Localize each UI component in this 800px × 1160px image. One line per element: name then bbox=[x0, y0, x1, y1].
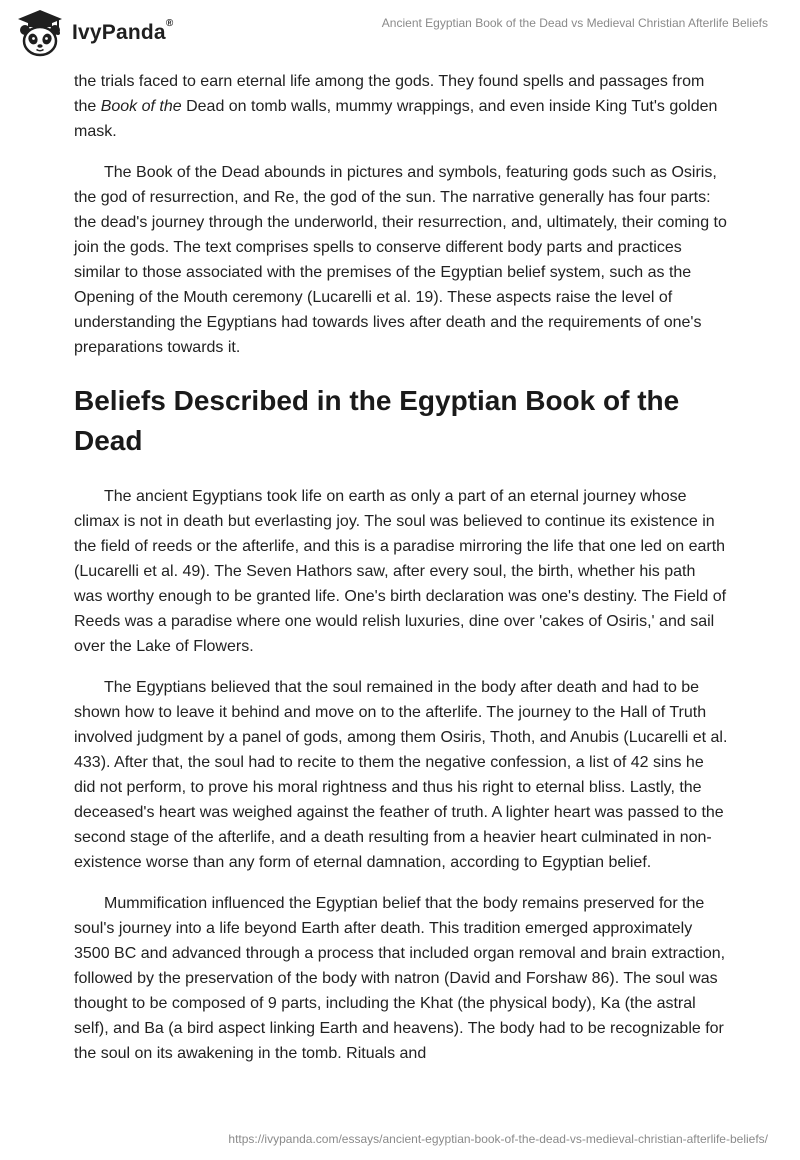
panda-graduate-icon bbox=[16, 8, 64, 58]
paragraph-1 bbox=[74, 69, 728, 144]
section-heading: Beliefs Described in the Egyptian Book of the Dead bbox=[74, 385, 680, 456]
registered-mark: ® bbox=[165, 18, 174, 29]
source-url[interactable]: https://ivypanda.com/essays/ancient-egyptian-book-of-the-dead-vs-medieval-christian-afterlife-beliefs/ bbox=[228, 1132, 768, 1146]
paragraph-2: The Book of the Dead abounds in pictures and symbols, featuring gods such as Osiris, the god of resurrection, and Re, the god of the sun. The narrative generally has four parts: the dead's journey through the underworld, their resurrection, and, ultimately, their coming to join the gods. The text comprises spells to conserve different body parts and practices similar to those associated with the premises of the Egyptian belief system, such as the Opening of the Mouth ceremony (Lucarelli et al. 19). These aspects raise the level of understanding the Egyptians had towards lives after death and the requirements of one's preparations towards it. bbox=[74, 164, 727, 356]
page-header bbox=[0, 0, 800, 64]
paragraph-5: Mummification influenced the Egyptian belief that the body remains preserved for the soul's journey into a life beyond Earth after death. This tradition emerged approximately 3500 BC and advanced through a process that included organ removal and brain extraction, followed by the preservation of the body with natron (David and Forshaw 86). The soul was thought to be composed of 9 parts, including the Khat (the physical body), Ka (the astral self), and Ba (a bird aspect linking Earth and heavens). The body had to be recognizable for the soul on its awakening in the tomb. Rituals and bbox=[74, 895, 726, 1062]
brand-name bbox=[72, 18, 174, 45]
book-title-italic: Book of the bbox=[100, 98, 182, 115]
article-body bbox=[74, 69, 728, 1082]
document-title: Ancient Egyptian Book of the Dead vs Medieval Christian Afterlife Beliefs bbox=[381, 16, 768, 30]
paragraph-3: The ancient Egyptians took life on earth as only a part of an eternal journey whose climax is not in death but everlasting joy. The soul was believed to continue its existence in the field of reeds or the afterlife, and this is a paradise mirroring the life that one led on earth (Lucarelli et al. 49). The Seven Hathors saw, after every soul, the birth, whether his path was worthy enough to be granted life. One's birth declaration was one's destiny. The Field of Reeds was a paradise where one would relish luxuries, dine over 'cakes of Osiris,' and sail over the Lake of Flowers. bbox=[74, 488, 727, 655]
paragraph-4: The Egyptians believed that the soul remained in the body after death and had to be shown how to leave it behind and move on to the afterlife. The journey to the Hall of Truth involved judgment by a panel of gods, among them Osiris, Thoth, and Anubis (Lucarelli et al. 433). After that, the soul had to recite to them the negative confession, a list of 42 sins he did not perform, to prove his moral rightness and thus his right to eternal bliss. Lastly, the deceased's heart was weighed against the feather of truth. A lighter heart was passed to the second stage of the afterlife, and a death resulting from a heavier heart culminated in non-existence worse than any form of eternal damnation, according to Egyptian belief. bbox=[74, 679, 728, 871]
brand-logo[interactable] bbox=[16, 8, 173, 58]
brand-name-text: IvyPanda bbox=[72, 21, 166, 44]
paragraph-1-text-end: Dead on tomb walls, mummy wrappings, and even inside King Tut's golden mask. bbox=[74, 98, 718, 140]
paragraph-1-text-start: the trials faced to earn eternal life among the gods. They found spells and passages from the bbox=[74, 73, 705, 115]
